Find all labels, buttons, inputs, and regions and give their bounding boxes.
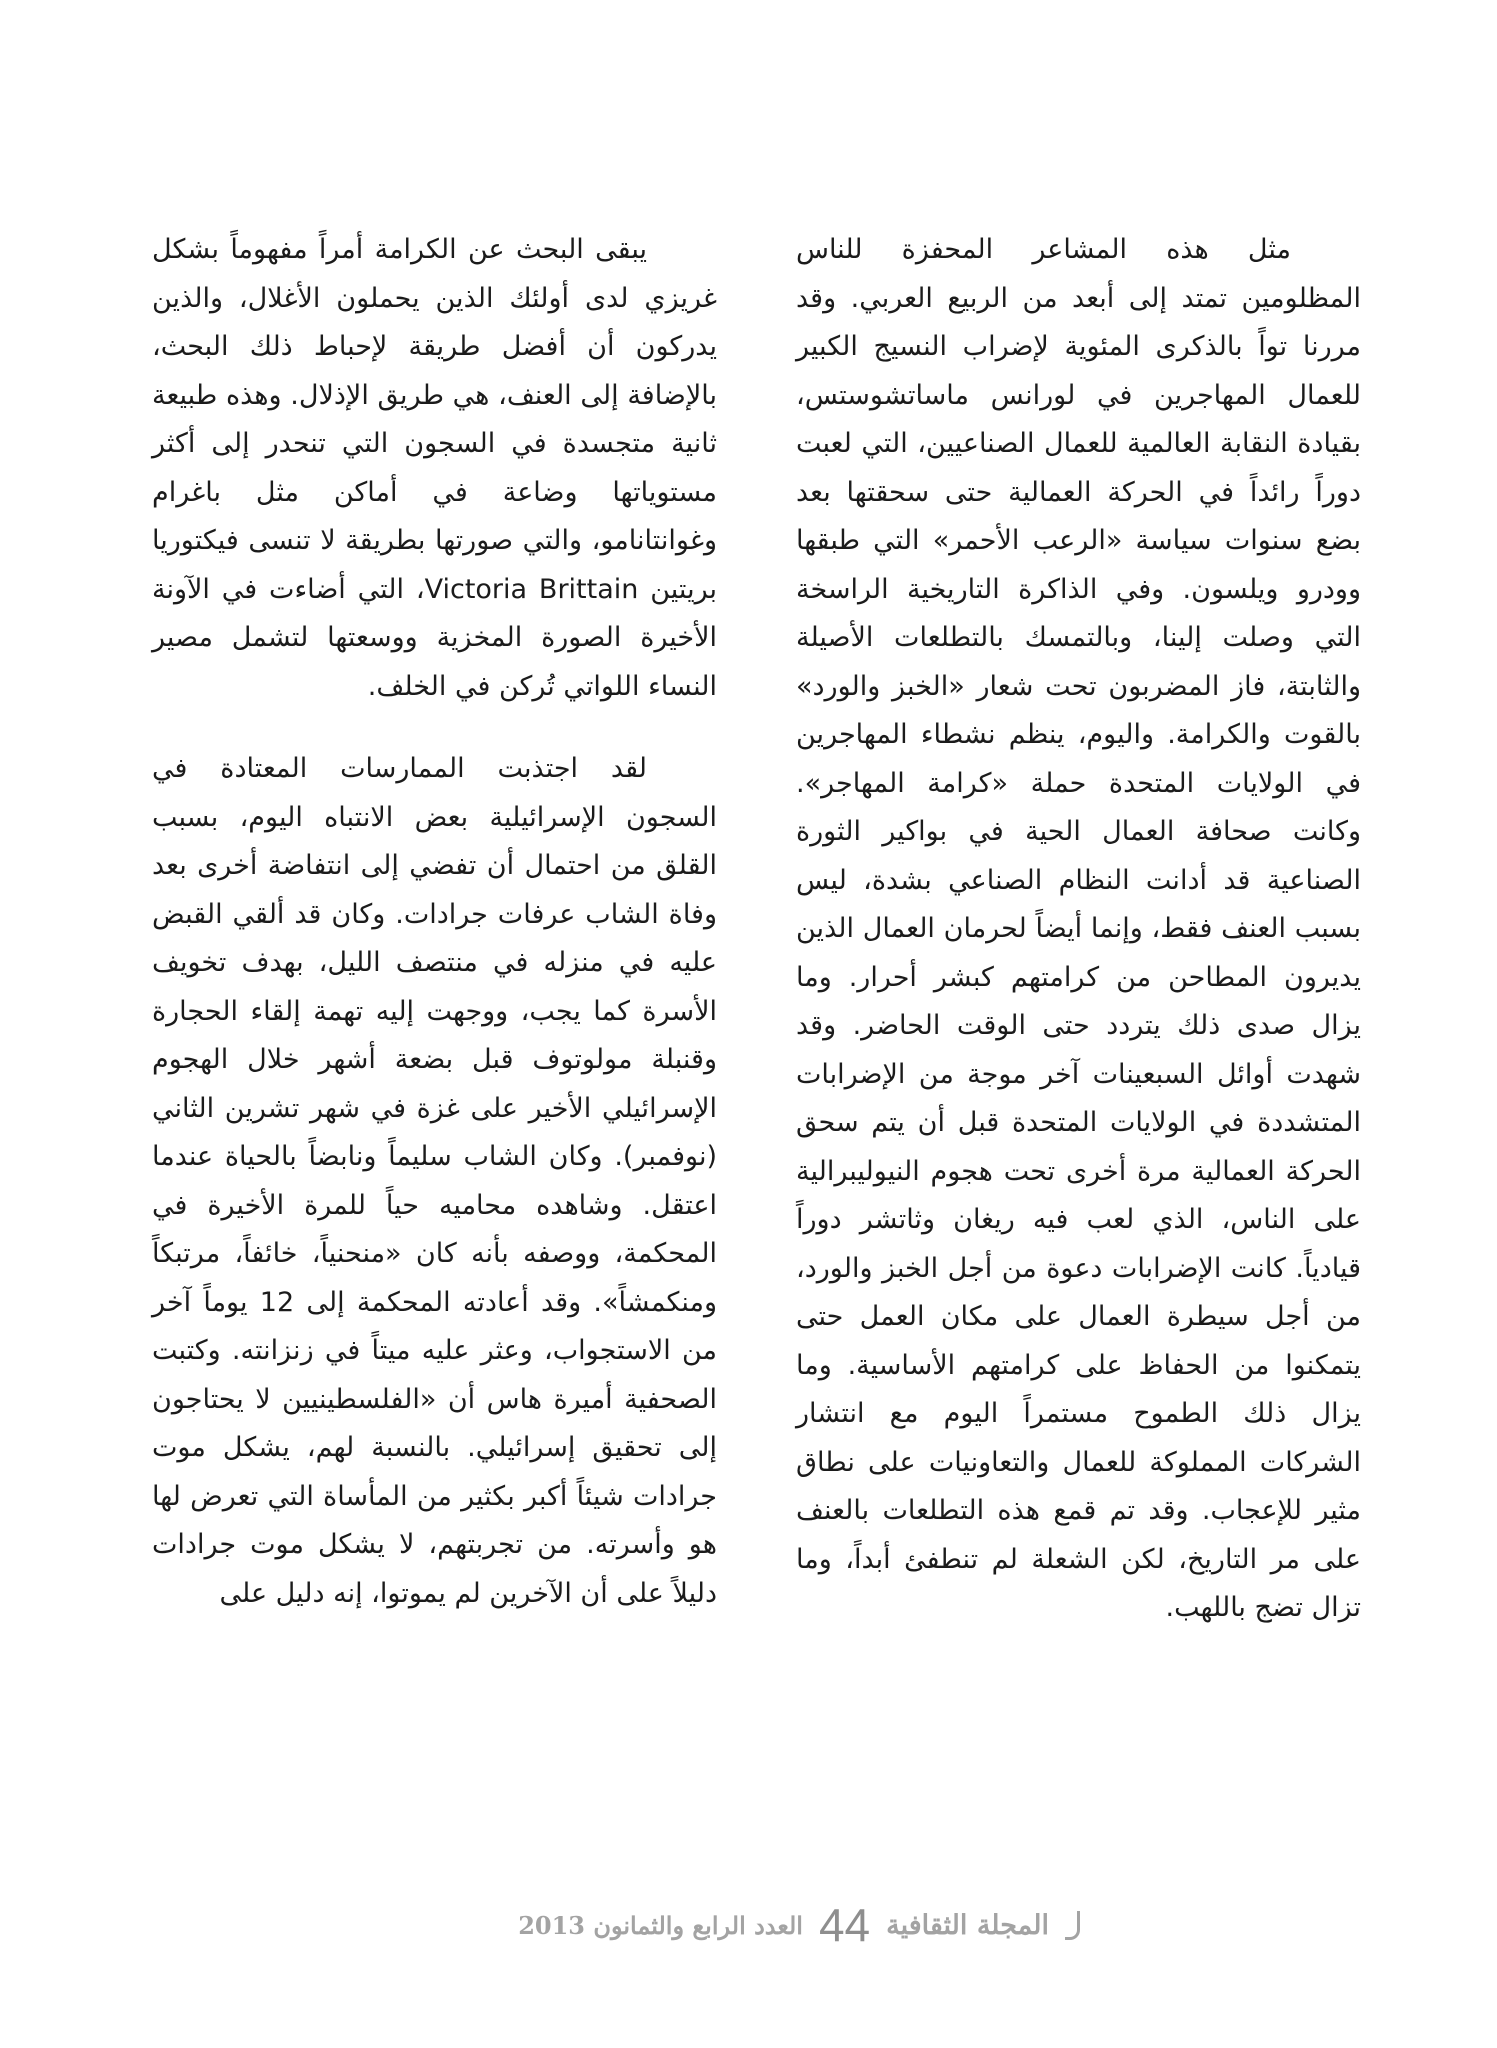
- brand-swash-icon: [1065, 1911, 1080, 1940]
- paragraph: لقد اجتذبت الممارسات المعتادة في السجون الإسرائيلية بعض الانتباه اليوم، بسبب القلق من احتمال أن تفضي إلى انتفاضة أخرى بعد وفاة الشاب عرفات جرادات. وكان قد ألقي القبض عليه في منزله في منتصف الليل، بهدف تخويف الأسرة كما يجب، ووجهت إليه تهمة إلقاء الحجارة وقنبلة مولوتوف قبل بضعة أشهر خلال الهجوم الإسرائيلي الأخير على غزة في شهر تشرين الثاني (نوفمبر). وكان الشاب سليماً ونابضاً بالحياة عندما اعتقل. وشاهده محاميه حياً للمرة الأخيرة في المحكمة، ووصفه بأنه كان «منحنياً، خائفاً، مرتبكاً ومنكمشاً». وقد أعادته المحكمة إلى 12 يوماً آخر من الاستجواب، وعثر عليه ميتاً في زنزانته. وكتبت الصحفية أميرة هاس أن «الفلسطينيين لا يحتاجون إلى تحقيق إسرائيلي. بالنسبة لهم، يشكل موت جرادات شيئاً أكبر بكثير من المأساة التي تعرض لها هو وأسرته. من تجربتهم، لا يشكل موت جرادات دليلاً على أن الآخرين لم يموتوا، إنه دليل على: [152, 753, 718, 1609]
- paragraph: يبقى البحث عن الكرامة أمراً مفهوماً بشكل غريزي لدى أولئك الذين يحملون الأغلال، والذين يدركون أن أفضل طريقة لإحباط ذلك البحث، بالإضافة إلى العنف، هي طريق الإذلال. وهذه طبيعة ثانية متجسدة في السجون التي تنحدر إلى أكثر مستوياتها وضاعة في أماكن مثل باغرام وغوانتانامو، والتي صورتها بطريقة لا تنسى فيكتوريا بريتين Victoria Brittain، التي أضاءت في الآونة الأخيرة الصورة المخزية ووسعتها لتشمل مصير النساء اللواتي تُركن في الخلف.: [152, 234, 717, 702]
- page-number: 44: [818, 1899, 871, 1951]
- text-column-right: [796, 226, 1361, 1633]
- issue-label: العدد الرابع والثمانون 2013: [518, 1910, 803, 1940]
- text-column-left: [152, 226, 717, 1618]
- paragraph-spacer: [152, 711, 717, 745]
- paragraph: مثل هذه المشاعر المحفزة للناس المظلومين تمتد إلى أبعد من الربيع العربي. وقد مررنا تواً بالذكرى المئوية لإضراب النسيج الكبير للعمال المهاجرين في لورانس ماساتشوستس، بقيادة النقابة العالمية للعمال الصناعيين، التي لعبت دوراً رائداً في الحركة العمالية حتى سحقتها بعد بضع سنوات سياسة «الرعب الأحمر» التي طبقها وودرو ويلسون. وفي الذاكرة التاريخية الراسخة التي وصلت إلينا، وبالتمسك بالتطلعات الأصيلة والثابتة، فاز المضربون تحت شعار «الخبز والورد» بالقوت والكرامة. واليوم، ينظم نشطاء المهاجرين في الولايات المتحدة حملة «كرامة المهاجر». وكانت صحافة العمال الحية في بواكير الثورة الصناعية قد أدانت النظام الصناعي بشدة، ليس بسبب العنف فقط، وإنما أيضاً لحرمان العمال الذين يديرون المطاحن من كرامتهم كبشر أحرار. وما يزال صدى ذلك يتردد حتى الوقت الحاضر. وقد شهدت أوائل السبعينات آخر موجة من الإضرابات المتشددة في الولايات المتحدة قبل أن يتم سحق الحركة العمالية مرة أخرى تحت هجوم النيوليبرالية على الناس، الذي لعب فيه ريغان وثاتشر دوراً قيادياً. كانت الإضرابات دعوة من أجل الخبز والورد، من أجل سيطرة العمال على مكان العمل حتى يتمكنوا من الحفاظ على كرامتهم الأساسية. وما يزال ذلك الطموح مستمراً اليوم مع انتشار الشركات المملوكة للعمال والتعاونيات على نطاق مثير للإعجاب. وقد تم قمع هذه التطلعات بالعنف على مر التاريخ، لكن الشعلة لم تنطفئ أبداً، وما تزال تضج باللهب.: [796, 234, 1361, 1623]
- magazine-brand: المجلة الثقافية: [886, 1909, 1049, 1941]
- page-footer: [440, 1900, 1080, 1950]
